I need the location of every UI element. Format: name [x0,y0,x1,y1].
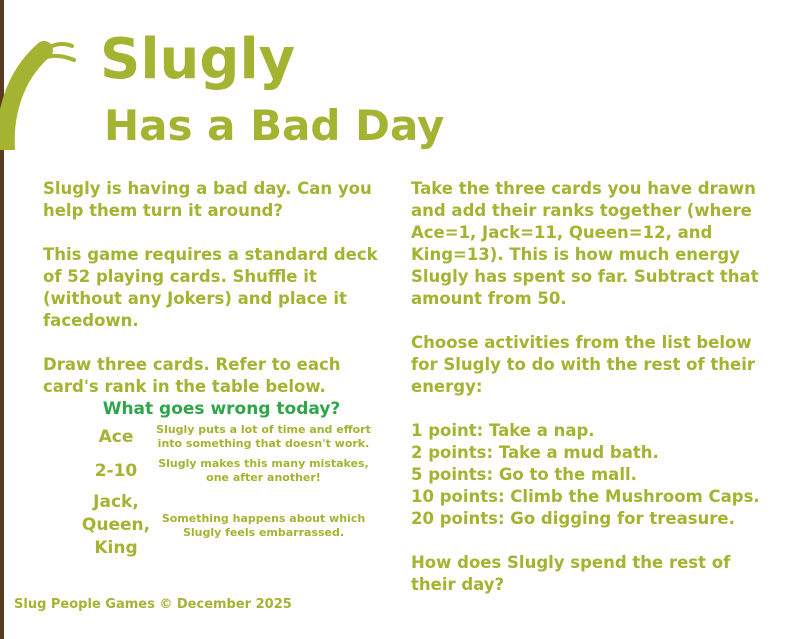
list-item: 2 points: Take a mud bath. [411,443,659,462]
slug-icon [0,38,80,150]
left-column [43,178,383,420]
table-title: What goes wrong today? [102,399,341,419]
list-item: 5 points: Go to the mall. [411,465,637,484]
table-row [80,457,375,485]
right-column [411,178,771,618]
rank-name: Jack, Queen, King [81,492,151,558]
draw-paragraph: Draw three cards. Refer to each card's rank in the table below. [43,355,341,396]
closing-question: How does Slugly spend the rest of their day? [411,553,731,594]
list-item: 20 points: Go digging for treasure. [411,509,735,528]
page-title: Slugly [100,27,296,92]
activity-list [411,420,771,530]
energy-paragraph: Take the three cards you have drawn and add their ranks together (where Ace=1, Jack=11, Queen=12, and King=13). This is how much energy Slugly has spent so far. Subtract that amount from 50. [411,179,759,308]
page-subtitle: Has a Bad Day [104,101,445,150]
rank-description: Something happens about which Slugly feels embarrassed. [161,511,366,539]
list-item: 10 points: Climb the Mushroom Caps. [411,487,760,506]
rank-description: Slugly puts a lot of time and effort into something that doesn't work. [156,423,371,450]
list-item: 1 point: Take a nap. [411,421,595,440]
rank-name: Ace [98,426,134,447]
footer-copyright: Slug People Games © December 2025 [14,597,292,612]
table-row [80,423,375,451]
deck-paragraph: This game requires a standard deck of 52 playing cards. Shuffle it (without any Jokers) and place it facedown. [43,245,378,330]
rank-name: 2-10 [94,460,138,481]
choose-paragraph: Choose activities from the list below for Slugly to do with the rest of their energy: [411,333,756,396]
rank-table [80,423,375,566]
rank-description: Slugly makes this many mistakes, one after another! [158,457,369,484]
table-row [80,491,375,560]
intro-paragraph: Slugly is having a bad day. Can you help them turn it around? [43,179,372,220]
